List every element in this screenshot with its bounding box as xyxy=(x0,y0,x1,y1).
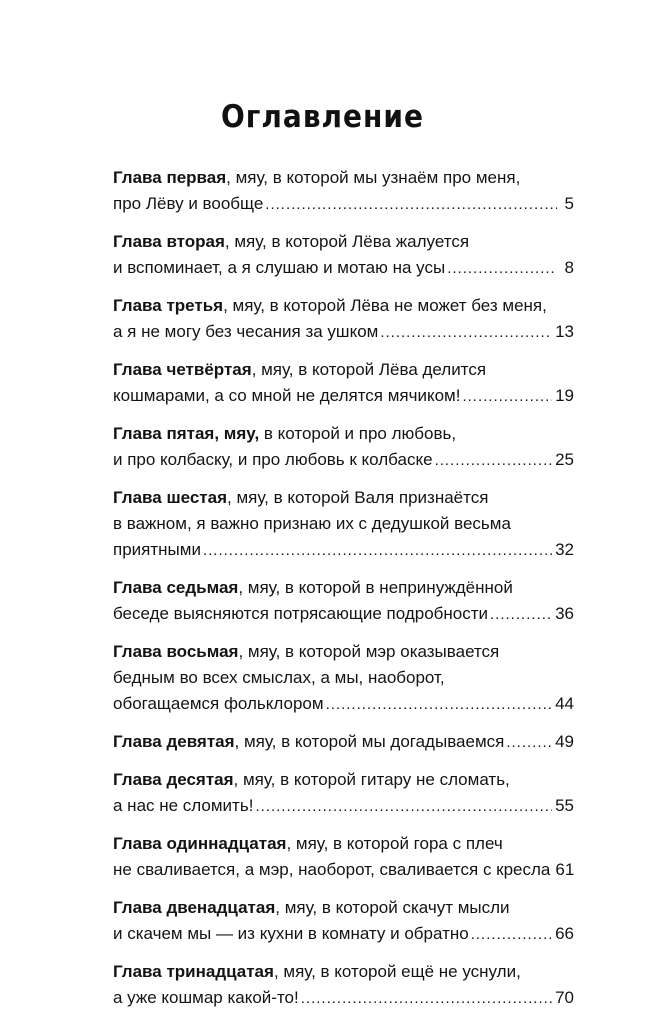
page-number: 44 xyxy=(555,694,574,713)
chapter-subtitle: а уже кошмар какой-то! xyxy=(113,988,299,1007)
chapter-subtitle: приятными xyxy=(113,540,201,559)
toc-line xyxy=(113,767,574,793)
toc-entry xyxy=(113,895,574,948)
page-number: 8 xyxy=(564,258,574,277)
toc-line xyxy=(113,165,574,191)
chapter-title: Глава четвёртая xyxy=(113,360,252,379)
chapter-subtitle: , мяу, в которой в непринуждённой xyxy=(238,578,513,597)
leader-dots xyxy=(462,384,552,410)
leader-dots xyxy=(380,320,552,346)
toc-entry xyxy=(113,293,574,346)
chapter-subtitle: , мяу, в которой Лёва не может без меня, xyxy=(223,296,547,315)
toc-line xyxy=(113,665,574,691)
leader-dots xyxy=(506,730,552,756)
chapter-subtitle: и про колбаску, и про любовь к колбаске xyxy=(113,450,433,469)
toc-line xyxy=(113,575,574,601)
chapter-subtitle: , мяу, в которой скачут мысли xyxy=(275,898,510,917)
chapter-title: Глава седьмая xyxy=(113,578,239,597)
chapter-subtitle: бедным во всех смыслах, а мы, наоборот, xyxy=(113,668,445,687)
page-number: 49 xyxy=(555,732,574,751)
toc-entry xyxy=(113,357,574,410)
chapter-subtitle: , мяу, в которой мэр оказывается xyxy=(238,642,500,661)
page-number: 13 xyxy=(555,322,574,341)
chapter-title: Глава восьмая xyxy=(113,642,239,661)
toc-line xyxy=(113,729,574,756)
leader-dots xyxy=(435,448,553,474)
page-number: 19 xyxy=(555,386,574,405)
toc-line xyxy=(113,601,574,628)
toc-line xyxy=(113,857,574,884)
chapter-title: Глава вторая xyxy=(113,232,225,251)
toc-entry xyxy=(113,575,574,628)
chapter-title: Глава двенадцатая xyxy=(113,898,276,917)
toc-line xyxy=(113,255,574,282)
toc-line xyxy=(113,831,574,857)
chapter-title: Глава пятая, мяу, xyxy=(113,424,260,443)
toc-entry xyxy=(113,831,574,884)
chapter-subtitle: , мяу, в которой Лёва жалуется xyxy=(224,232,470,251)
toc-line xyxy=(113,421,574,447)
leader-dots xyxy=(490,602,552,628)
chapter-title: Глава шестая xyxy=(113,488,228,507)
page-number: 70 xyxy=(555,988,574,1007)
toc-line xyxy=(113,793,574,820)
toc-entry xyxy=(113,639,574,718)
toc-line xyxy=(113,485,574,511)
toc-entry xyxy=(113,959,574,1012)
toc-entry xyxy=(113,767,574,820)
chapter-subtitle: и вспоминает, а я слушаю и мотаю на усы xyxy=(113,258,446,277)
chapter-subtitle: , мяу, в которой ещё не уснули, xyxy=(273,962,521,981)
toc-line xyxy=(113,357,574,383)
toc-line xyxy=(113,511,574,537)
toc-entry xyxy=(113,421,574,474)
toc-line xyxy=(113,447,574,474)
toc-entry xyxy=(113,229,574,282)
chapter-subtitle: , мяу, в которой Валя признаётся xyxy=(227,488,489,507)
chapter-subtitle: , мяу, в которой Лёва делится xyxy=(251,360,487,379)
chapter-subtitle: а я не могу без чесания за ушком xyxy=(113,322,379,341)
leader-dots xyxy=(301,986,552,1012)
page-number: 5 xyxy=(564,194,574,213)
leader-dots xyxy=(265,192,557,218)
page-number: 55 xyxy=(555,796,574,815)
toc-entry xyxy=(113,485,574,564)
chapter-title: Глава первая xyxy=(113,168,227,187)
leader-dots xyxy=(203,538,552,564)
chapter-subtitle: беседе выясняются потрясающие подробности xyxy=(113,604,489,623)
chapter-title: Глава тринадцатая xyxy=(113,962,274,981)
chapter-subtitle: а нас не сломить! xyxy=(113,796,254,815)
toc-line xyxy=(113,639,574,665)
chapter-subtitle: не сваливается, а мэр, наоборот, сваливается с кресла xyxy=(113,860,551,879)
chapter-subtitle: , мяу, в которой мы догадываемся xyxy=(234,732,505,751)
toc-line xyxy=(113,691,574,718)
toc-line xyxy=(113,985,574,1012)
table-of-contents xyxy=(113,165,574,1023)
toc-line xyxy=(113,921,574,948)
toc-line xyxy=(113,229,574,255)
toc-line xyxy=(113,537,574,564)
toc-line xyxy=(113,959,574,985)
chapter-subtitle: , мяу, в которой гитару не сломать, xyxy=(233,770,510,789)
chapter-title: Глава третья xyxy=(113,296,224,315)
chapter-title: Глава одиннадцатая xyxy=(113,834,287,853)
chapter-subtitle: кошмарами, а со мной не делятся мячиком! xyxy=(113,386,461,405)
toc-line xyxy=(113,191,574,218)
leader-dots xyxy=(471,922,552,948)
chapter-subtitle: в которой и про любовь, xyxy=(259,424,457,443)
leader-dots xyxy=(326,692,553,718)
toc-line xyxy=(113,319,574,346)
toc-entry xyxy=(113,729,574,756)
page-number: 61 xyxy=(555,860,575,879)
page-number: 36 xyxy=(555,604,574,623)
toc-line xyxy=(113,293,574,319)
page-number: 66 xyxy=(555,924,574,943)
chapter-subtitle: , мяу, в которой гора с плеч xyxy=(286,834,503,853)
chapter-subtitle: обогащаемся фольклором xyxy=(113,694,324,713)
leader-dots xyxy=(255,794,552,820)
toc-line xyxy=(113,383,574,410)
page-number: 25 xyxy=(555,450,574,469)
chapter-title: Глава девятая xyxy=(113,732,235,751)
chapter-subtitle: в важном, я важно признаю их с дедушкой весьма xyxy=(113,514,511,533)
chapter-title: Глава десятая xyxy=(113,770,234,789)
toc-entry xyxy=(113,165,574,218)
toc-line xyxy=(113,895,574,921)
page-number: 32 xyxy=(555,540,574,559)
leader-dots xyxy=(447,256,557,282)
chapter-subtitle: , мяу, в которой мы узнаём про меня, xyxy=(226,168,521,187)
chapter-subtitle: и скачем мы — из кухни в комнату и обратно xyxy=(113,924,469,943)
chapter-subtitle: про Лёву и вообще xyxy=(113,194,264,213)
page-title: Оглавление xyxy=(220,98,424,135)
